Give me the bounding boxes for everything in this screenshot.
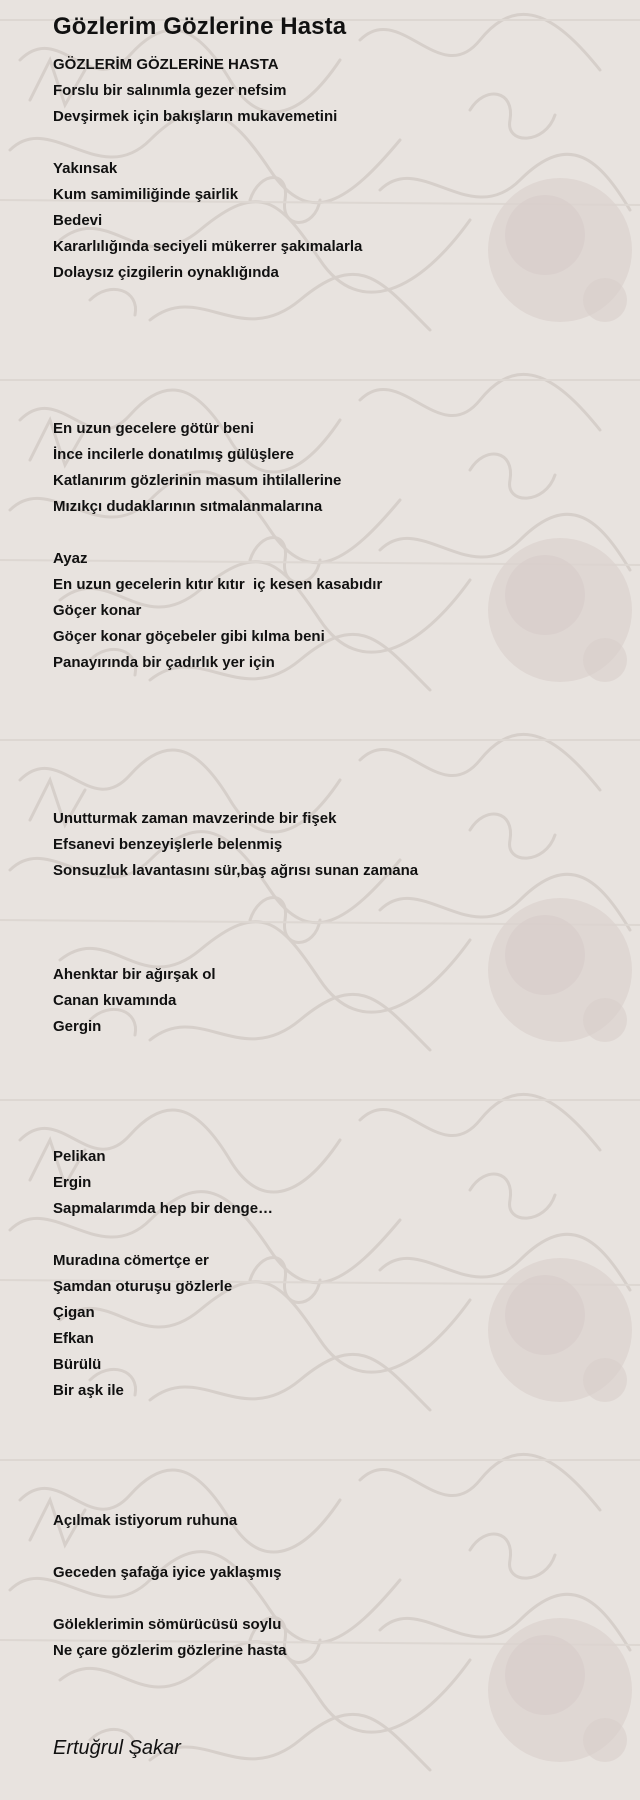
poem-line: Bedevi bbox=[53, 212, 103, 229]
poem-body bbox=[53, 52, 613, 1664]
poem-line: Bürülü bbox=[53, 1356, 102, 1373]
poem-line: Çigan bbox=[53, 1304, 95, 1321]
poem-line: Geceden şafağa iyice yaklaşmış bbox=[53, 1564, 282, 1581]
poem-blank-line bbox=[53, 1430, 613, 1456]
poem-blank-line bbox=[53, 754, 613, 780]
poem-blank-line bbox=[53, 312, 613, 338]
poem-line: Ayaz bbox=[53, 550, 88, 567]
poem-line: Forslu bir salınımla gezer nefsim bbox=[53, 82, 287, 99]
poem-line: Efkan bbox=[53, 1330, 94, 1347]
poem-blank-line bbox=[53, 520, 613, 546]
poem-line: En uzun gecelerin kıtır kıtır iç kesen kasabıdır bbox=[53, 576, 383, 593]
poem-line: Göleklerimin sömürücüsü soylu bbox=[53, 1616, 282, 1633]
poem-blank-line bbox=[53, 1456, 613, 1482]
poem-line: Kararlılığında seciyeli mükerrer şakımalarla bbox=[53, 238, 363, 255]
poem-line: Dolaysız çizgilerin oynaklığında bbox=[53, 264, 279, 281]
poem-blank-line bbox=[53, 1482, 613, 1508]
poem-line: Panayırında bir çadırlık yer için bbox=[53, 654, 275, 671]
poem-line: Sonsuzluk lavantasını sür,baş ağrısı sunan zamana bbox=[53, 862, 419, 879]
poem-line: Katlanırım gözlerinin masum ihtilallerine bbox=[53, 472, 342, 489]
poem-blank-line bbox=[53, 728, 613, 754]
poem-blank-line bbox=[53, 1092, 613, 1118]
poem-line: Ahenktar bir ağırşak ol bbox=[53, 966, 216, 983]
poem-line: Gergin bbox=[53, 1018, 102, 1035]
poem-blank-line bbox=[53, 780, 613, 806]
poem-line: İnce incilerle donatılmış gülüşlere bbox=[53, 446, 294, 463]
poem-blank-line bbox=[53, 130, 613, 156]
poem-line: Sapmalarımda hep bir denge… bbox=[53, 1200, 274, 1217]
poem-line: Göçer konar bbox=[53, 602, 142, 619]
poem-blank-line bbox=[53, 1066, 613, 1092]
poem-blank-line bbox=[53, 1404, 613, 1430]
poem-blank-line bbox=[53, 676, 613, 702]
poem-blank-line bbox=[53, 702, 613, 728]
poem-container bbox=[53, 0, 613, 1664]
poem-blank-line bbox=[53, 1040, 613, 1066]
poem-blank-line bbox=[53, 1118, 613, 1144]
poem-blank-line bbox=[53, 286, 613, 312]
poem-line: Efsanevi benzeyişlerle belenmiş bbox=[53, 836, 283, 853]
poem-blank-line bbox=[53, 390, 613, 416]
poem-line: En uzun gecelere götür beni bbox=[53, 420, 254, 437]
poem-blank-line bbox=[53, 936, 613, 962]
poem-line: Yakınsak bbox=[53, 160, 118, 177]
poem-line: Canan kıvamında bbox=[53, 992, 177, 1009]
poem-line: Muradına cömertçe er bbox=[53, 1252, 209, 1269]
poem-line: Ne çare gözlerim gözlerine hasta bbox=[53, 1642, 287, 1659]
poem-line: Unutturmak zaman mavzerinde bir fişek bbox=[53, 810, 337, 827]
poem-line: Açılmak istiyorum ruhuna bbox=[53, 1512, 238, 1529]
poem-blank-line bbox=[53, 364, 613, 390]
poem-blank-line bbox=[53, 1222, 613, 1248]
poem-blank-line bbox=[53, 338, 613, 364]
poem-line: Kum samimiliğinde şairlik bbox=[53, 186, 239, 203]
poem-line: Göçer konar göçebeler gibi kılma beni bbox=[53, 628, 325, 645]
poem-line: Bir aşk ile bbox=[53, 1382, 124, 1399]
poem-blank-line bbox=[53, 1534, 613, 1560]
poem-line: Şamdan oturuşu gözlerle bbox=[53, 1278, 233, 1295]
poem-blank-line bbox=[53, 910, 613, 936]
poem-line: Devşirmek için bakışların mukavemetini bbox=[53, 108, 338, 125]
poem-author: Ertuğrul Şakar bbox=[53, 1737, 181, 1759]
poem-blank-line bbox=[53, 1586, 613, 1612]
poem-blank-line bbox=[53, 884, 613, 910]
poem-line: GÖZLERİM GÖZLERİNE HASTA bbox=[53, 56, 279, 73]
poem-title: Gözlerim Gözlerine Hasta bbox=[53, 13, 347, 40]
poem-line: Ergin bbox=[53, 1174, 92, 1191]
poem-line: Pelikan bbox=[53, 1148, 106, 1165]
poem-line: Mızıkçı dudaklarının sıtmalanmalarına bbox=[53, 498, 323, 515]
